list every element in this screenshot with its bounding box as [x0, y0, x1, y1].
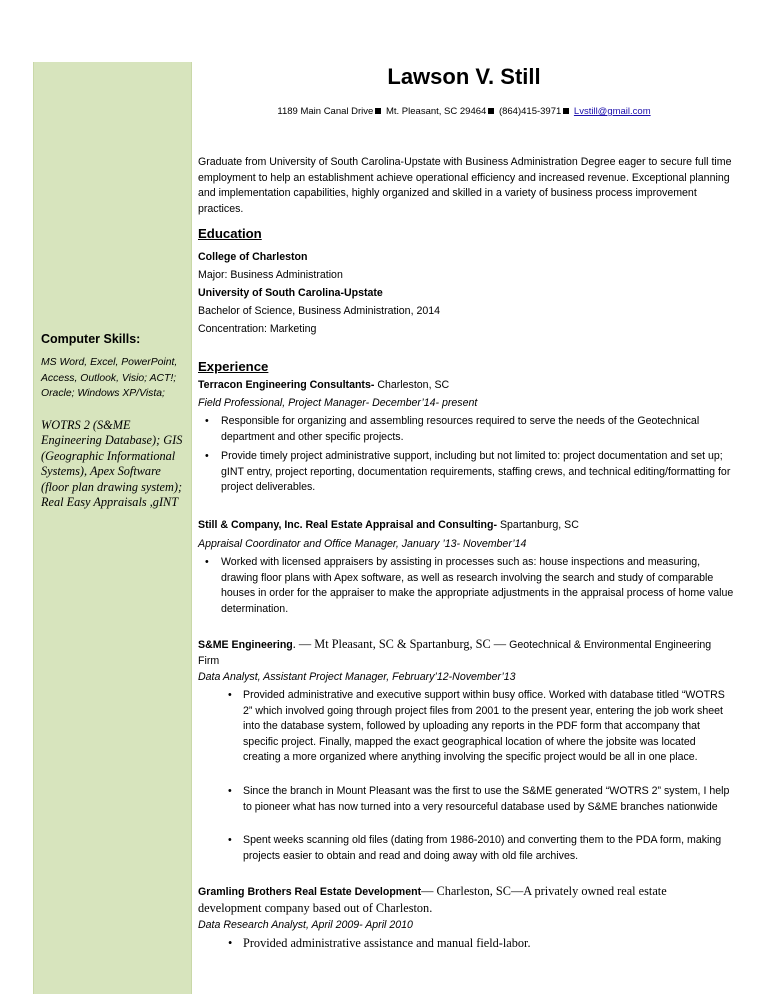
job1-title: Field Professional, Project Manager- December’14- present: [198, 397, 478, 409]
job1-company: Terracon Engineering Consultants-: [198, 379, 375, 391]
bullet-icon: •: [205, 415, 209, 427]
bullet-icon: •: [228, 936, 233, 950]
computer-skills-list-continued: WOTRS 2 (S&ME Engineering Database); GIS (Geographic Informational Systems), Apex Software (floor plan drawing system); Real Easy Appraisals ,gINT: [41, 418, 183, 510]
experience-heading: Experience: [198, 359, 269, 374]
bullet-icon: •: [205, 556, 209, 568]
bullet-icon: •: [228, 689, 232, 701]
job2-title: Appraisal Coordinator and Office Manager, January ’13- November’14: [198, 538, 527, 550]
job4-header: [198, 884, 718, 917]
separator-square-icon: [375, 108, 381, 114]
address: 1189 Main Canal Drive: [277, 106, 374, 117]
job4-company: Gramling Brothers Real Estate Development: [198, 886, 422, 898]
sidebar: [33, 62, 192, 994]
bullet-icon: •: [228, 834, 232, 846]
summary: Graduate from University of South Carolina-Upstate with Business Administration Degree eager to secure full time employment to help an establishment achieve operational efficiency and increased revenue. Exceptional planning and implementation capabilities, highly organized and skilled in a variety of business process improvement practices.: [198, 156, 732, 215]
job2-location: Spartanburg, SC: [497, 519, 579, 531]
bullet-icon: •: [228, 785, 232, 797]
school-1: College of Charleston: [198, 251, 308, 263]
concentration-2: Concentration: Marketing: [198, 323, 317, 335]
candidate-name: Lawson V. Still: [387, 64, 541, 89]
job1-location: Charleston, SC: [374, 379, 450, 391]
computer-skills-list: MS Word, Excel, PowerPoint, Access, Outlook, Visio; ACT!; Oracle; Windows XP/Vista;: [41, 357, 178, 399]
job3-header: [198, 637, 728, 669]
job4-title: Data Research Analyst, April 2009- April 2010: [198, 919, 413, 931]
phone: (864)415-3971: [498, 106, 562, 117]
job3-description: Geotechnical & Environmental Engineering Firm: [198, 639, 712, 667]
degree-2: Bachelor of Science, Business Administration, 2014: [198, 305, 441, 317]
job3-location: . — Mt Pleasant, SC & Spartanburg, SC —: [292, 637, 510, 651]
bullet-icon: •: [205, 450, 209, 462]
city: Mt. Pleasant, SC 29464: [385, 106, 487, 117]
separator-square-icon: [563, 108, 569, 114]
education-heading: Education: [198, 226, 262, 241]
school-2: University of South Carolina-Upstate: [198, 287, 383, 299]
job3-company: S&ME Engineering: [198, 639, 293, 651]
job2-header: [198, 518, 734, 534]
job1-header: [198, 378, 734, 394]
major-1: Major: Business Administration: [198, 269, 343, 281]
contact-line: [198, 106, 730, 117]
job2-company: Still & Company, Inc. Real Estate Appraisal and Consulting-: [198, 519, 498, 531]
job3-title: Data Analyst, Assistant Project Manager, February’12-November’13: [198, 671, 516, 683]
email-link[interactable]: Lvstill@gmail.com: [573, 106, 651, 117]
separator-square-icon: [488, 108, 494, 114]
job4-description: — Charleston, SC—A privately owned real estate development company based out of Charleston.: [198, 884, 667, 915]
computer-skills-heading: Computer Skills:: [41, 332, 141, 346]
